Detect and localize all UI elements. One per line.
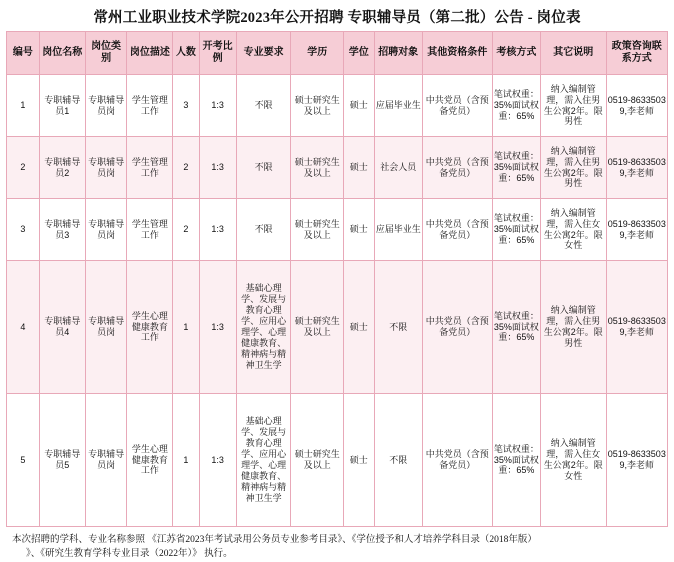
- cell-target: 社会人员: [374, 137, 422, 199]
- cell-name: 专职辅导员4: [39, 261, 85, 394]
- cell-education: 硕士研究生及以上: [291, 199, 344, 261]
- cell-target: 应届毕业生: [374, 75, 422, 137]
- cell-category: 专职辅导员岗: [85, 261, 127, 394]
- cell-major: 不限: [236, 137, 291, 199]
- cell-remark: 纳入编制管理，需入住女生公寓2年。限女性: [540, 199, 606, 261]
- table-row: [7, 75, 668, 137]
- col-header-assess: 考核方式: [492, 32, 540, 75]
- cell-assess: 笔试权重：35%面试权重：65%: [492, 137, 540, 199]
- cell-remark: 纳入编制管理，需入住男生公寓2年。限男性: [540, 75, 606, 137]
- cell-assess: 笔试权重：35%面试权重：65%: [492, 261, 540, 394]
- col-header-no: 编号: [7, 32, 40, 75]
- cell-contact: 0519-86335039,李老师: [606, 137, 667, 199]
- cell-other-qual: 中共党员（含预备党员）: [422, 261, 492, 394]
- col-header-degree: 学位: [343, 32, 374, 75]
- cell-target: 不限: [374, 261, 422, 394]
- cell-ratio: 1:3: [199, 394, 236, 527]
- jobs-table: [6, 31, 668, 527]
- col-header-category: 岗位类别: [85, 32, 127, 75]
- cell-ratio: 1:3: [199, 75, 236, 137]
- cell-major: 不限: [236, 199, 291, 261]
- cell-no: 1: [7, 75, 40, 137]
- cell-count: 1: [173, 394, 199, 527]
- cell-desc: 学生心理健康教育工作: [127, 261, 173, 394]
- col-header-education: 学历: [291, 32, 344, 75]
- cell-desc: 学生管理工作: [127, 199, 173, 261]
- footnote-line-2: 》、《研究生教育学科专业目录（2022年）》 执行。: [26, 549, 233, 560]
- table-row: [7, 261, 668, 394]
- col-header-name: 岗位名称: [39, 32, 85, 75]
- cell-ratio: 1:3: [199, 137, 236, 199]
- cell-no: 5: [7, 394, 40, 527]
- cell-ratio: 1:3: [199, 199, 236, 261]
- col-header-major: 专业要求: [236, 32, 291, 75]
- cell-desc: 学生管理工作: [127, 137, 173, 199]
- cell-ratio: 1:3: [199, 261, 236, 394]
- cell-degree: 硕士: [343, 75, 374, 137]
- footnote: [12, 533, 662, 562]
- cell-other-qual: 中共党员（含预备党员）: [422, 199, 492, 261]
- cell-count: 2: [173, 199, 199, 261]
- table-row: [7, 199, 668, 261]
- cell-major: 不限: [236, 75, 291, 137]
- col-header-count: 人数: [173, 32, 199, 75]
- cell-target: 应届毕业生: [374, 199, 422, 261]
- cell-degree: 硕士: [343, 261, 374, 394]
- cell-other-qual: 中共党员（含预备党员）: [422, 75, 492, 137]
- cell-contact: 0519-86335039,李老师: [606, 394, 667, 527]
- cell-degree: 硕士: [343, 394, 374, 527]
- cell-other-qual: 中共党员（含预备党员）: [422, 394, 492, 527]
- col-header-other-qual: 其他资格条件: [422, 32, 492, 75]
- col-header-target: 招聘对象: [374, 32, 422, 75]
- cell-remark: 纳入编制管理，需入住女生公寓2年。限女性: [540, 394, 606, 527]
- cell-desc: 学生心理健康教育工作: [127, 394, 173, 527]
- cell-contact: 0519-86335039,李老师: [606, 261, 667, 394]
- cell-assess: 笔试权重：35%面试权重：65%: [492, 394, 540, 527]
- cell-name: 专职辅导员5: [39, 394, 85, 527]
- col-header-remark: 其它说明: [540, 32, 606, 75]
- col-header-ratio: 开考比例: [199, 32, 236, 75]
- col-header-desc: 岗位描述: [127, 32, 173, 75]
- cell-other-qual: 中共党员（含预备党员）: [422, 137, 492, 199]
- cell-major: 基础心理学、发展与教育心理学、应用心理学、心理健康教育、精神病与精神卫生学: [236, 261, 291, 394]
- cell-education: 硕士研究生及以上: [291, 394, 344, 527]
- cell-category: 专职辅导员岗: [85, 394, 127, 527]
- cell-name: 专职辅导员2: [39, 137, 85, 199]
- col-header-contact: 政策咨询联系方式: [606, 32, 667, 75]
- cell-degree: 硕士: [343, 199, 374, 261]
- cell-contact: 0519-86335039,李老师: [606, 199, 667, 261]
- cell-desc: 学生管理工作: [127, 75, 173, 137]
- cell-name: 专职辅导员1: [39, 75, 85, 137]
- cell-no: 2: [7, 137, 40, 199]
- cell-major: 基础心理学、发展与教育心理学、应用心理学、心理健康教育、精神病与精神卫生学: [236, 394, 291, 527]
- cell-education: 硕士研究生及以上: [291, 261, 344, 394]
- cell-category: 专职辅导员岗: [85, 199, 127, 261]
- cell-education: 硕士研究生及以上: [291, 75, 344, 137]
- cell-degree: 硕士: [343, 137, 374, 199]
- cell-no: 4: [7, 261, 40, 394]
- cell-remark: 纳入编制管理，需入住男生公寓2年。限男性: [540, 137, 606, 199]
- cell-no: 3: [7, 199, 40, 261]
- table-header-row: [7, 32, 668, 75]
- cell-assess: 笔试权重：35%面试权重：65%: [492, 75, 540, 137]
- cell-count: 3: [173, 75, 199, 137]
- cell-remark: 纳入编制管理，需入住男生公寓2年。限男性: [540, 261, 606, 394]
- cell-category: 专职辅导员岗: [85, 75, 127, 137]
- cell-contact: 0519-86335039,李老师: [606, 75, 667, 137]
- page-title: 常州工业职业技术学院2023年公开招聘 专职辅导员（第二批）公告 - 岗位表: [93, 10, 581, 26]
- footnote-line-1: 本次招聘的学科、专业名称参照 《江苏省2023年考试录用公务员专业参考目录》、《学位授予和人才培养学科目录（2018年版）: [12, 535, 537, 545]
- cell-count: 2: [173, 137, 199, 199]
- cell-assess: 笔试权重：35%面试权重：65%: [492, 199, 540, 261]
- cell-category: 专职辅导员岗: [85, 137, 127, 199]
- cell-count: 1: [173, 261, 199, 394]
- table-row: [7, 137, 668, 199]
- table-row: [7, 394, 668, 527]
- cell-name: 专职辅导员3: [39, 199, 85, 261]
- cell-education: 硕士研究生及以上: [291, 137, 344, 199]
- cell-target: 不限: [374, 394, 422, 527]
